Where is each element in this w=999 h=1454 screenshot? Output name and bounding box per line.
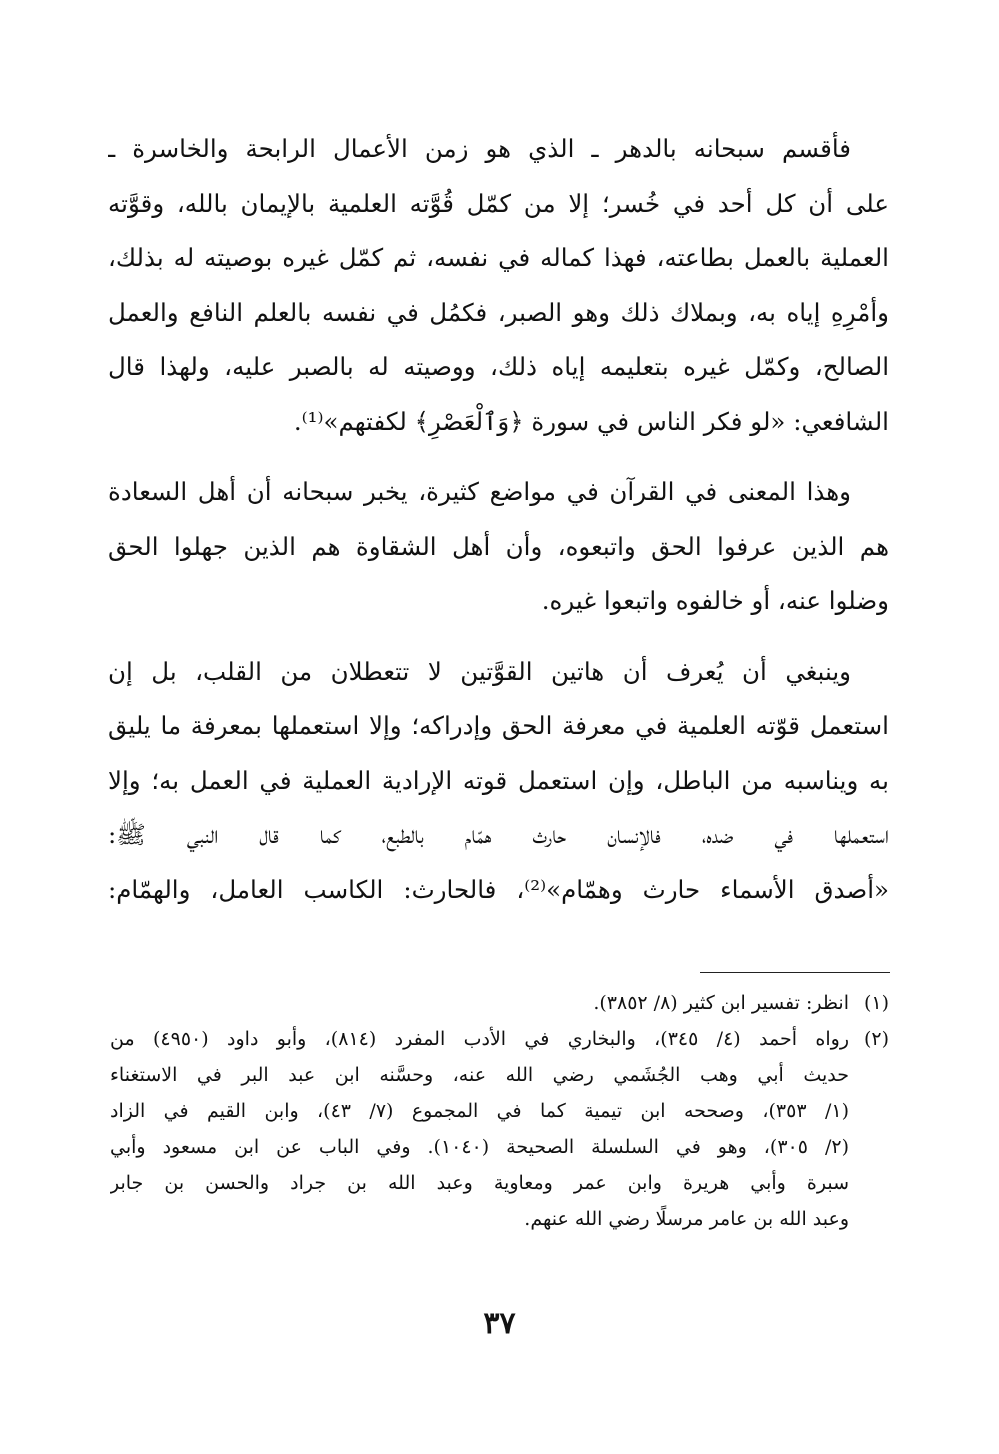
- text-line: الشافعي: «لو فكر الناس في سورة ﴿وَٱلْعَصْرِ﴾ لكفتهم»⁽¹⁾.: [293, 406, 889, 436]
- footnote: [110, 1021, 889, 1237]
- text-line: به ويناسبه من الباطل، وإن استعمل قوته الإرادية العملية في العمل به؛ وإلا: [108, 765, 889, 795]
- paragraph: [108, 645, 889, 918]
- footnotes: [110, 985, 889, 1237]
- footnote-number: (٢): [863, 1028, 889, 1050]
- footnote-separator: [700, 972, 890, 973]
- footnote-line: سبرة وأبي هريرة وابن عمر ومعاوية وعبد الله بن جراد والحسن بن جابر: [110, 1172, 849, 1194]
- footnote-line: (٢/ ٣٠٥)، وهو في السلسلة الصحيحة (١٠٤٠). وفي الباب عن ابن مسعود وأبي: [110, 1136, 849, 1158]
- paragraph: [108, 465, 889, 629]
- paragraph: [108, 122, 889, 449]
- footnote-line: وعبد الله بن عامر مرسلًا رضي الله عنهم.: [524, 1208, 849, 1230]
- footnote: [110, 985, 889, 1021]
- text-line: وأمْرِهِ إياه به، وبملاك ذلك وهو الصبر، فكمُل في نفسه بالعلم النافع والعمل: [108, 297, 889, 327]
- footnote-line: رواه أحمد (٤/ ٣٤٥)، والبخاري في الأدب المفرد (٨١٤)، وأبو داود (٤٩٥٠) من: [110, 1028, 849, 1050]
- footnote-number: (١): [863, 992, 889, 1014]
- text-line: الصالح، وكمّل غيره بتعليمه إياه ذلك، ووصيته له بالصبر عليه، ولهذا قال: [108, 352, 889, 381]
- text-line: استعملها في ضده، فالإنسان حارث همّام بالطبع، كما قال النبي ﷺ:: [108, 820, 889, 849]
- footnote-line: انظر: تفسير ابن كثير (٨/ ٣٨٥٢).: [593, 992, 849, 1014]
- text-line: فأقسم سبحانه بالدهر ـ الذي هو زمن الأعمال الرابحة والخاسرة ـ: [108, 134, 851, 163]
- text-line: وضلوا عنه، أو خالفوه واتبعوا غيره.: [541, 586, 889, 615]
- text-line: العملية بالعمل بطاعته، فهذا كماله في نفسه، ثم كمّل غيره بوصيته له بذلك،: [108, 243, 889, 272]
- page-number: ٣٧: [483, 1306, 516, 1341]
- text-line: وينبغي أن يُعرف أن هاتين القوَّتين لا تتعطلان من القلب، بل إن: [108, 656, 851, 686]
- text-line: «أصدق الأسماء حارث وهمّام»⁽²⁾، فالحارث: الكاسب العامل، والهمّام:: [108, 874, 889, 904]
- main-text: [108, 122, 889, 933]
- text-line: استعمل قوّته العلمية في معرفة الحق وإدراكه؛ وإلا استعملها بمعرفة ما يليق: [108, 711, 889, 740]
- text-line: على أن كل أحد في خُسر؛ إلا من كمّل قُوَّته العلمية بالإيمان بالله، وقوَّته: [108, 188, 889, 218]
- footnote-line: (١/ ٣٥٣)، وصححه ابن تيمية كما في المجموع (٧/ ٤٣)، وابن القيم في الزاد: [110, 1100, 849, 1122]
- text-line: هم الذين عرفوا الحق واتبعوه، وأن أهل الشقاوة هم الذين جهلوا الحق: [108, 531, 889, 561]
- text-line: وهذا المعنى في القرآن في مواضع كثيرة، يخبر سبحانه أن أهل السعادة: [108, 477, 851, 506]
- footnote-line: حديث أبي وهب الجُشَمي رضي الله عنه، وحسَّنه ابن عبد البر في الاستغناء: [110, 1064, 849, 1086]
